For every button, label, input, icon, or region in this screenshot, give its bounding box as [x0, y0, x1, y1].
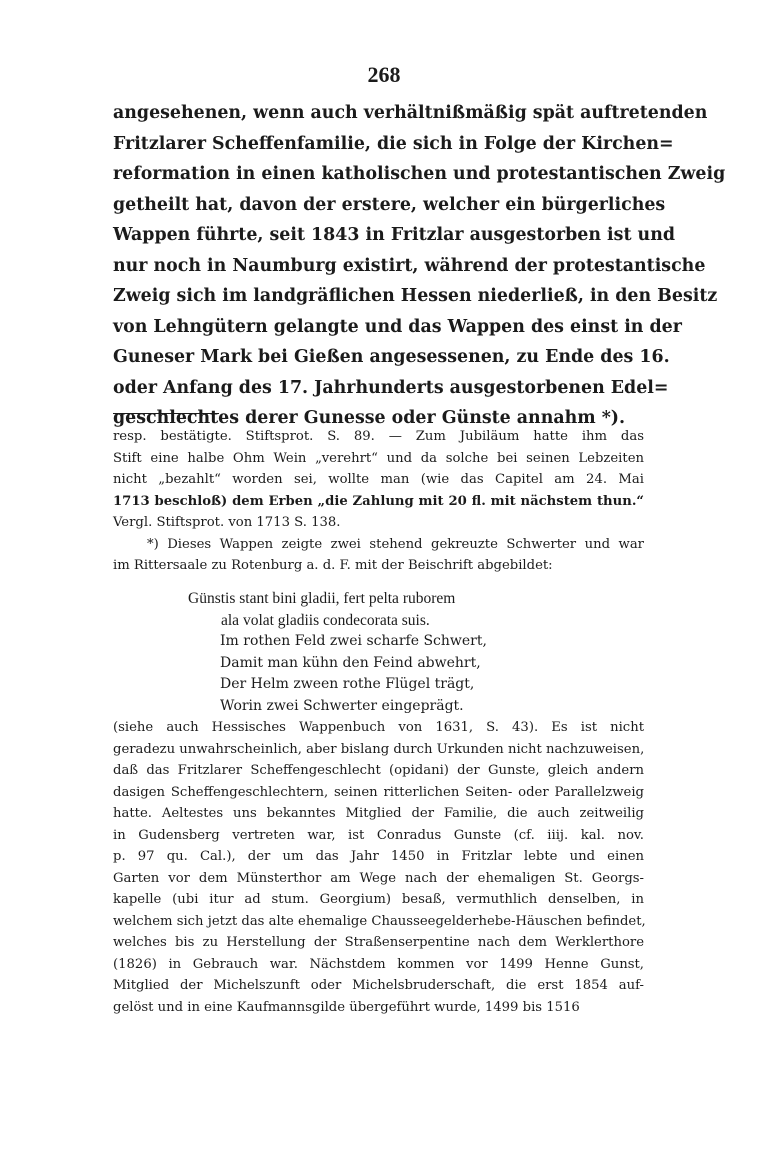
footnote-line: hatte. Aeltestes uns bekanntes Mitglied der Familie, die auch zeitweilig	[113, 806, 644, 821]
footnote-line: (1826) in Gebrauch war. Nächstdem kommen vor 1499 Henne Gunst,	[113, 956, 644, 972]
text-line: angesehenen, wenn auch verhältnißmäßig spät auftretenden	[113, 103, 708, 123]
page-number: 268	[367, 62, 401, 87]
verse-line: ala volat gladiis condecorata suis.	[221, 611, 430, 629]
verse-line: Günstis stant bini gladii, fert pelta ruborem	[188, 590, 456, 607]
footnote-line: kapelle (ubi itur ad stum. Georgium) besaß, vermuthlich denselben, in	[113, 892, 644, 907]
text-line: von Lehngütern gelangte und das Wappen des einst in der	[113, 316, 682, 337]
footnote-line: im Rittersaale zu Rotenburg a. d. F. mit der Beischrift abgebildet:	[113, 558, 553, 573]
text-line: nur noch in Naumburg existirt, während der protestantische	[113, 255, 706, 276]
verse-line: Damit man kühn den Feind abwehrt,	[220, 654, 481, 671]
footnote-line: gelöst und in eine Kaufmannsgilde übergeführt wurde, 1499 bis 1516	[113, 999, 580, 1015]
footnote-line: Vergl. Stiftsprot. von 1713 S. 138.	[113, 515, 341, 530]
text-line: Zweig sich im landgräflichen Hessen niederließ, in den Besitz	[113, 286, 718, 306]
footnote-line: nicht „bezahlt“ worden sei, wollte man (wie das Capitel am 24. Mai	[113, 472, 644, 487]
verse-line: Im rothen Feld zwei scharfe Schwert,	[220, 633, 487, 649]
footnote-continued	[113, 717, 644, 1018]
text-line: Fritzlarer Scheffenfamilie, die sich in Folge der Kirchen=	[113, 133, 674, 154]
text-line: geschlechtes derer Gunesse oder Günste annahm *).	[113, 408, 626, 428]
footnote-line: Mitglied der Michelszunft oder Michelsbruderschaft, die erst 1854 auf-	[113, 978, 644, 993]
footnote-line: in Gudensberg vertreten war, ist Conradus Gunste (cf. iiij. kal. nov.	[113, 827, 644, 843]
footnote-line: *) Dieses Wappen zeigte zwei stehend gekreuzte Schwerter und war	[147, 536, 644, 552]
main-text-block	[113, 98, 726, 434]
verse-latin	[113, 588, 543, 631]
footnote-line: dasigen Scheffengeschlechtern, seinen ritterlichen Seiten- oder Parallelzweig	[113, 784, 644, 800]
text-line: Wappen führte, seit 1843 in Fritzlar ausgestorben ist und	[113, 225, 675, 245]
footnote-line: 1713 beschloß) dem Erben „die Zahlung mit 20 fl. mit nächstem thun.“	[113, 493, 644, 509]
footnote-line: welches bis zu Herstellung der Straßenserpentine nach dem Werklerthore	[113, 935, 644, 950]
footnote-line: resp. bestätigte. Stiftsprot. S. 89. — Zum Jubiläum hatte ihm das	[113, 429, 644, 444]
text-line: getheilt hat, davon der erstere, welcher ein bürgerliches	[113, 194, 666, 215]
verse-line: Worin zwei Schwerter eingeprägt.	[220, 697, 464, 714]
footnotes	[113, 426, 644, 577]
footnote-line: Stift eine halbe Ohm Wein „verehrt“ und da solche bei seinen Lebzeiten	[113, 450, 644, 466]
footnote-line: p. 97 qu. Cal.), der um das Jahr 1450 in Fritzlar lebte und einen	[113, 849, 644, 864]
footnote-line: (siehe auch Hessisches Wappenbuch von 1631, S. 43). Es ist nicht	[113, 720, 644, 735]
footnote-line: welchem sich jetzt das alte ehemalige Chausseegelderhebe-Häuschen befindet,	[113, 913, 646, 929]
footnote-line: daß das Fritzlarer Scheffengeschlecht (opidani) der Gunste, gleich andern	[113, 763, 644, 778]
text-line: Guneser Mark bei Gießen angesessenen, zu Ende des 16.	[113, 347, 670, 367]
footnote-line: geradezu unwahrscheinlich, aber bislang durch Urkunden nicht nachzuweisen,	[113, 741, 645, 757]
verse-german	[113, 631, 543, 717]
verse-line: Der Helm zween rothe Flügel trägt,	[220, 676, 475, 692]
text-line: reformation in einen katholischen und protestantischen Zweig	[113, 164, 726, 184]
text-line: oder Anfang des 17. Jahrhunderts ausgestorbenen Edel=	[113, 377, 669, 398]
footnote-divider	[113, 413, 219, 414]
footnote-line: Garten vor dem Münsterthor am Wege nach der ehemaligen St. Georgs-	[113, 870, 644, 886]
